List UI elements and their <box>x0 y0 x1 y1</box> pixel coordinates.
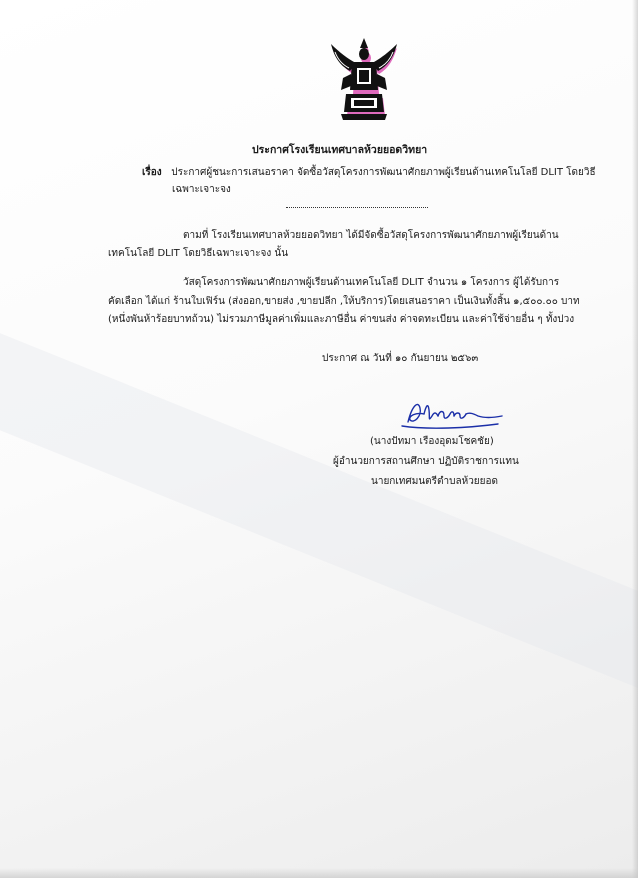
page-title: ประกาศโรงเรียนเทศบาลห้วยยอดวิทยา <box>252 144 428 156</box>
paragraph-2-line-2: คัดเลือก ได้แก่ ร้านใบเฟิร์น (ส่งออก,ขายส่ง ,ขายปลีก ,ให้บริการ)โดยเสนอราคา เป็นเงินทั้งสิ้น ๑,๕๐๐.๐๐ บาท <box>108 296 580 307</box>
subject-label: เรื่อง <box>142 167 162 178</box>
date-line: ประกาศ ณ วันที่ ๑๐ กันยายน ๒๕๖๓ <box>322 353 479 364</box>
paragraph-1-line-1: ตามที่ โรงเรียนเทศบาลห้วยยอดวิทยา ได้มีจัดซื้อวัสดุโครงการพัฒนาศักยภาพผู้เรียนด้าน <box>183 230 559 241</box>
paragraph-2-line-3: (หนึ่งพันห้าร้อยบาทถ้วน) ไม่รวมภาษีมูลค่าเพิ่มและภาษีอื่น ค่าขนส่ง ค่าจดทะเบียน และค่าใช้จ่ายอื่น ๆ ทั้งปวง <box>108 314 575 325</box>
subject-continuation: เฉพาะเจาะจง <box>172 184 231 195</box>
paragraph-2-line-1: วัสดุโครงการพัฒนาศักยภาพผู้เรียนด้านเทคโนโลยี DLIT จำนวน ๑ โครงการ ผู้ได้รับการ <box>183 277 560 288</box>
scan-edge-right <box>632 0 638 878</box>
subject-text: ประกาศผู้ชนะการเสนอราคา จัดซื้อวัสดุโครงการพัฒนาศักยภาพผู้เรียนด้านเทคโนโลยี DLIT โดยวิธี <box>171 167 596 178</box>
subject-line <box>142 166 596 179</box>
dotted-separator <box>286 207 428 208</box>
scan-shadow-band <box>0 305 638 726</box>
signature-icon <box>398 396 506 432</box>
signer-title-1: ผู้อำนวยการสถานศึกษา ปฏิบัติราชการแทน <box>333 456 519 467</box>
signer-title-2: นายกเทศมนตรีตำบลห้วยยอด <box>371 476 499 487</box>
paragraph-1-line-2: เทคโนโลยี DLIT โดยวิธีเฉพาะเจาะจง นั้น <box>108 248 289 259</box>
scan-edge-bottom <box>0 868 638 878</box>
garuda-emblem-icon <box>321 34 407 124</box>
signer-name: (นางปัทมา เรืองอุดมโชคชัย) <box>370 436 494 447</box>
